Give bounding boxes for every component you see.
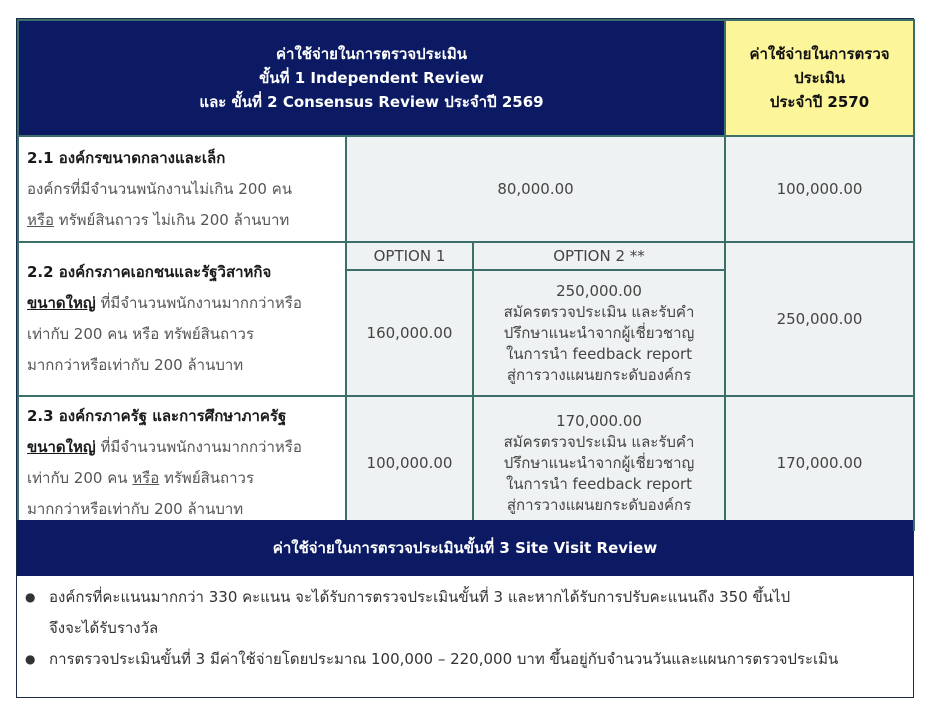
header-side-line-1: ค่าใช้จ่ายในการตรวจ [749, 45, 890, 63]
option-2-cell [473, 396, 725, 530]
header-line-1: ค่าใช้จ่ายในการตรวจประเมิน [276, 45, 468, 63]
table-row [18, 396, 914, 530]
header-side-line-2: ประเมิน [794, 69, 845, 87]
option-1-value: 160,000.00 [346, 270, 473, 396]
option-2-header: OPTION 2 ** [473, 242, 725, 270]
category-desc: ทรัพย์สินถาวร [159, 469, 255, 487]
category-desc: องค์กรที่มีจำนวนพนักงานไม่เกิน 200 คน [27, 179, 292, 198]
category-cell [18, 242, 346, 396]
option-2-note: สู่การวางแผนยกระดับองค์กร [506, 365, 692, 384]
category-desc: เท่ากับ 200 คน [27, 469, 133, 487]
or-underlined: หรือ [27, 210, 54, 229]
bullet-text: องค์กรที่คะแนนมากกว่า 330 คะแนน จะได้รับการตรวจประเมินขั้นที่ 3 และหากได้รับการปรับคะแนนถึง 350 ขึ้นไป [49, 588, 791, 606]
category-title: 2.3 องค์กรภาครัฐ และการศึกษาภาครัฐ [27, 407, 287, 425]
category-title-size: ขนาดใหญ่ [27, 294, 96, 312]
category-desc: ที่มีจำนวนพนักงานมากกว่าหรือ [95, 294, 302, 312]
header-fee-2570 [725, 20, 914, 136]
list-item [25, 582, 907, 644]
category-desc: เท่ากับ 200 คน หรือ ทรัพย์สินถาวร [27, 325, 254, 343]
category-title: 2.2 องค์กรภาคเอกชนและรัฐวิสาหกิจ [27, 263, 272, 281]
or-underlined: หรือ [132, 469, 160, 487]
table-row [18, 136, 914, 242]
section-3-title: ค่าใช้จ่ายในการตรวจประเมินขั้นที่ 3 Site Visit Review [17, 520, 913, 576]
option-2-note: ในการนำ feedback report [505, 344, 693, 363]
option-2-note: ปรึกษาแนะนำจากผู้เชี่ยวชาญ [503, 453, 695, 472]
option-header-row [18, 242, 914, 270]
option-2-note: สมัครตรวจประเมิน และรับคำ [503, 432, 695, 451]
option-2-value: 170,000.00 [556, 411, 642, 430]
fee-table-container [16, 18, 914, 698]
category-desc: ที่มีจำนวนพนักงานมากกว่าหรือ [95, 438, 302, 456]
section-3-bullets [17, 576, 913, 675]
option-2-note: สมัครตรวจประเมิน และรับคำ [503, 302, 695, 321]
fee-table [17, 19, 915, 531]
category-cell [18, 396, 346, 530]
category-title-size: ขนาดใหญ่ [27, 438, 96, 456]
option-1-value: 100,000.00 [346, 396, 473, 530]
header-fee-2569 [18, 20, 725, 136]
fee-2570-cell: 170,000.00 [725, 396, 914, 530]
option-2-note: สู่การวางแผนยกระดับองค์กร [506, 495, 692, 514]
fee-2570-cell: 100,000.00 [725, 136, 914, 242]
bullet-text: จึงจะได้รับรางวัล [49, 619, 159, 637]
option-2-note: ปรึกษาแนะนำจากผู้เชี่ยวชาญ [503, 323, 695, 342]
fee-2570-cell: 250,000.00 [725, 242, 914, 396]
option-2-cell [473, 270, 725, 396]
header-side-line-3: ประจำปี 2570 [769, 93, 870, 111]
category-desc: มากกว่าหรือเท่ากับ 200 ล้านบาท [27, 500, 244, 518]
list-item [25, 644, 907, 675]
option-2-note: ในการนำ feedback report [505, 474, 693, 493]
category-desc: มากกว่าหรือเท่ากับ 200 ล้านบาท [27, 356, 244, 374]
header-line-3: และ ขั้นที่ 2 Consensus Review ประจำปี 2569 [199, 93, 544, 111]
category-cell [18, 136, 346, 242]
fee-2569-cell: 80,000.00 [346, 136, 725, 242]
bullet-icon: ● [25, 590, 36, 604]
bullet-icon: ● [25, 652, 36, 666]
option-1-header: OPTION 1 [346, 242, 473, 270]
table-header-row [18, 20, 914, 136]
category-desc: ทรัพย์สินถาวร ไม่เกิน 200 ล้านบาท [53, 210, 290, 229]
option-2-value: 250,000.00 [556, 281, 642, 300]
header-line-2: ขั้นที่ 1 Independent Review [259, 69, 484, 87]
bullet-text: การตรวจประเมินขั้นที่ 3 มีค่าใช้จ่ายโดยประมาณ 100,000 – 220,000 บาท ขึ้นอยู่กับจำนวนวันและแผนการตรวจประเมิน [49, 650, 839, 668]
category-title: 2.1 องค์กรขนาดกลางและเล็ก [27, 148, 226, 167]
